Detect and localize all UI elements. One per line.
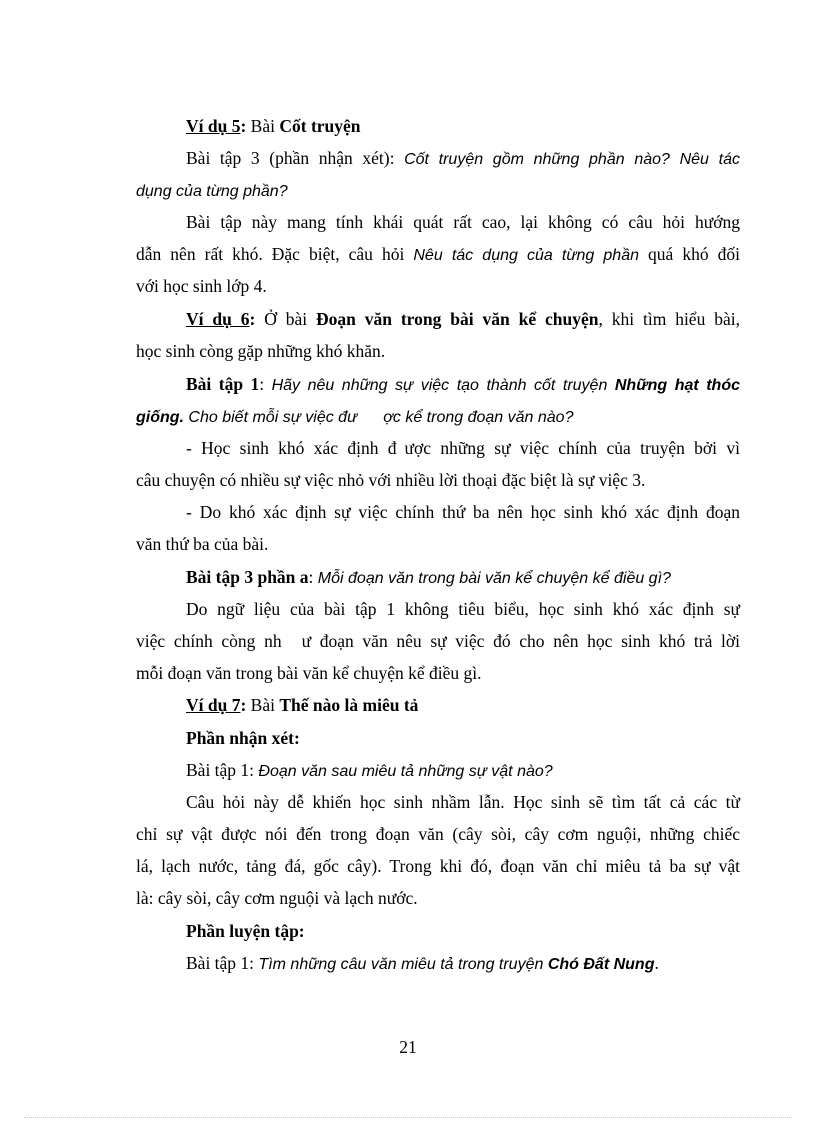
example-label: Ví dụ 5: [186, 116, 241, 136]
exercise-text: Bài tập 1: Tìm những câu văn miêu tả trong truyện Chó Đất Nung.: [186, 953, 659, 973]
paragraph-line: Câu hỏi này dễ khiến học sinh nhầm lẫn. Học sinh sẽ tìm tất cả các từ: [186, 792, 740, 812]
exercise-text: giống. Cho biết mỗi sự việc đư ợc kể trong đoạn văn nào?: [136, 409, 574, 426]
exercise-text: Bài tập 3 (phần nhận xét): Cốt truyện gồm những phần nào? Nêu tác: [186, 148, 740, 168]
paragraph-line: Do ngữ liệu của bài tập 1 không tiêu biểu, học sinh khó xác định sự: [186, 599, 740, 619]
exercise-text: Bài tập 1: Đoạn văn sau miêu tả những sự vật nào?: [186, 760, 553, 780]
paragraph-line: là: cây sòi, cây cơm nguội và lạch nước.: [136, 888, 418, 908]
page-bottom-divider: [24, 1117, 792, 1118]
paragraph-line: chỉ sự vật được nói đến trong đoạn văn (cây sòi, cây cơm nguội, những chiếc: [136, 824, 740, 844]
section-heading: Phần nhận xét:: [186, 728, 300, 748]
example-label: Ví dụ 7: [186, 695, 241, 715]
paragraph-line: mỗi đoạn văn trong bài văn kể chuyện kể điều gì.: [136, 663, 482, 683]
paragraph-line: lá, lạch nước, tảng đá, gốc cây). Trong khi đó, đoạn văn chỉ miêu tả ba sự vật: [136, 856, 740, 876]
example-7-heading: Ví dụ 7: Bài Thế nào là miêu tả: [186, 695, 419, 715]
paragraph-line: dẫn nên rất khó. Đặc biệt, câu hỏi Nêu tác dụng của từng phần quá khó đối: [136, 244, 740, 264]
example-label: Ví dụ 6: [186, 309, 250, 329]
paragraph-line: câu chuyện có nhiều sự việc nhỏ với nhiều lời thoại đặc biệt là sự việc 3.: [136, 470, 646, 490]
paragraph-line: việc chính còng nh ư đoạn văn nêu sự việc đó cho nên học sinh khó trả lời: [136, 631, 741, 651]
page-number: 21: [399, 1037, 417, 1057]
example-6-heading: Ví dụ 6: Ở bài Đoạn văn trong bài văn kể chuyện, khi tìm hiểu bài,: [186, 309, 740, 329]
exercise-text: dụng của từng phần?: [136, 183, 288, 200]
lesson-title: Thế nào là miêu tả: [279, 695, 419, 715]
example-5-heading: Ví dụ 5: Bài Cốt truyện: [186, 116, 361, 136]
exercise-text: Bài tập 1: Hãy nêu những sự việc tạo thành cốt truyện Những hạt thóc: [186, 374, 740, 394]
paragraph-line: Bài tập này mang tính khái quát rất cao, lại không có câu hỏi hướng: [186, 212, 740, 232]
paragraph-line: - Do khó xác định sự việc chính thứ ba nên học sinh khó xác định đoạn: [186, 502, 740, 522]
paragraph-line: với học sinh lớp 4.: [136, 276, 267, 296]
lesson-title: Cốt truyện: [279, 116, 361, 136]
paragraph-line: - Học sinh khó xác định đ ược những sự việc chính của truyện bởi vì: [186, 438, 740, 458]
exercise-text: Bài tập 3 phần a: Mỗi đoạn văn trong bài văn kể chuyện kể điều gì?: [186, 567, 671, 587]
section-heading: Phần luyện tập:: [186, 921, 305, 941]
paragraph-line: văn thứ ba của bài.: [136, 534, 269, 554]
paragraph-line: học sinh còng gặp những khó khăn.: [136, 341, 386, 361]
